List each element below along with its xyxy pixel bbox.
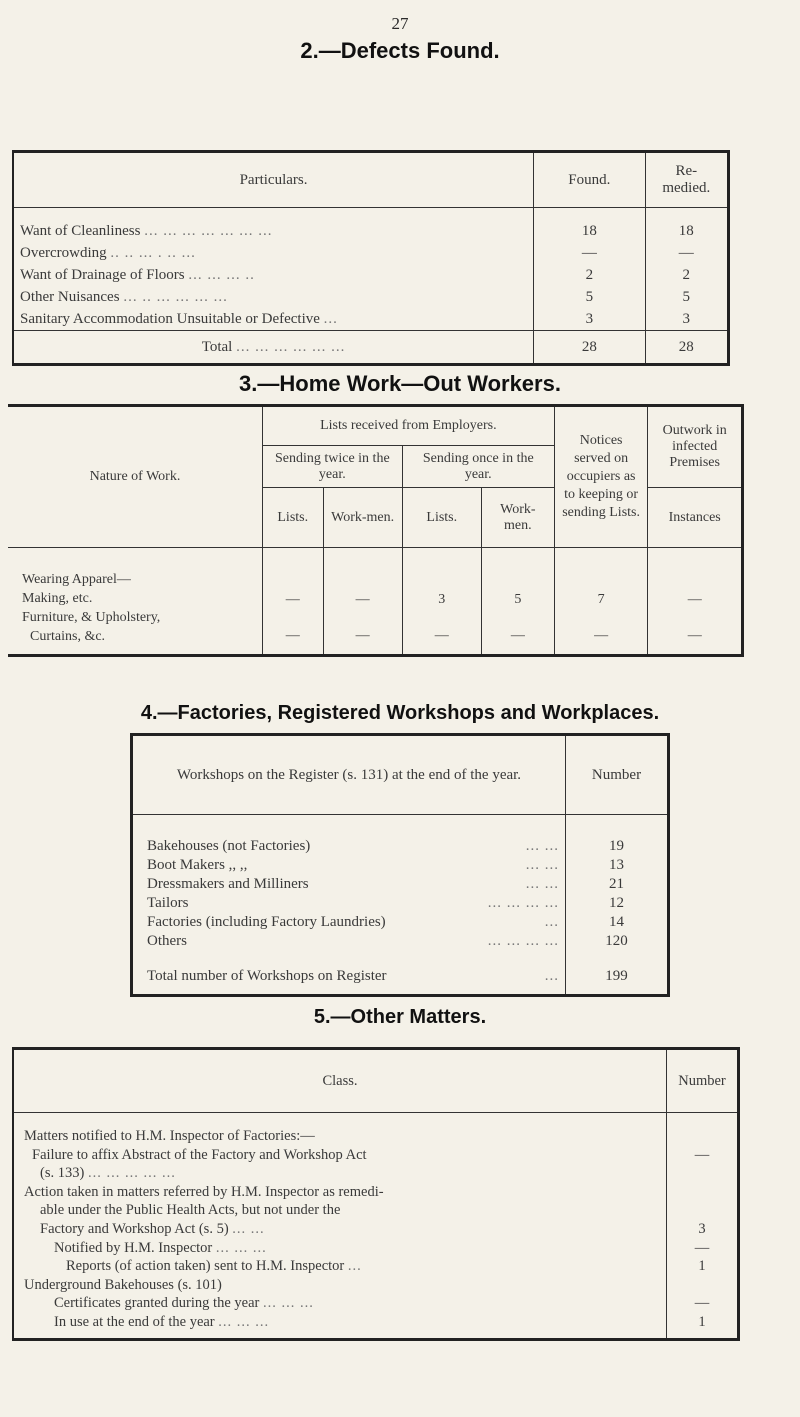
- total-remedied: 28: [645, 331, 728, 365]
- nature-header: Nature of Work.: [8, 406, 262, 548]
- table-row: Other Nuisances ... .. ... ... ... ...: [20, 289, 228, 305]
- section2-heading: 2.—Defects Found.: [300, 38, 500, 63]
- class-header: Class.: [13, 1049, 667, 1113]
- found-header: Found.: [534, 152, 645, 208]
- number-header: Number: [667, 1049, 739, 1113]
- particulars-header: Particulars.: [13, 152, 534, 208]
- table-row: Furniture, & Upholstery, Curtains, &c. — — — — — —: [8, 608, 743, 656]
- other-matters-table: [12, 1047, 740, 1341]
- workshops-header: Workshops on the Register (s. 131) at the end of the year.: [132, 735, 566, 815]
- twice-workmen-header: Work-men.: [323, 488, 402, 548]
- sending-twice-header: Sending twice in the year.: [262, 446, 402, 488]
- table-row: Want of Drainage of Floors ... ... ... ..: [20, 267, 255, 283]
- table-row: Wearing Apparel— Making, etc. — — 3 5 7 —: [8, 548, 743, 608]
- table-row: Boot Makers ,, ,, ... ...: [147, 857, 559, 873]
- number-header: Number: [566, 735, 669, 815]
- table-row: Bakehouses (not Factories) ... ...: [147, 838, 559, 854]
- other-matters-numbers: — 3 — 1 — 1: [694, 1146, 710, 1330]
- twice-lists-header: Lists.: [262, 488, 323, 548]
- total-found: 28: [534, 331, 645, 365]
- table-row: Sanitary Accommodation Unsuitable or Defective ...: [20, 311, 338, 327]
- defects-labels: [13, 208, 534, 331]
- defects-found-table: [12, 150, 730, 366]
- notices-header: Notices served on occupiers as to keeping or sending Lists.: [554, 406, 648, 548]
- workshops-table: [130, 733, 670, 997]
- once-workmen-header: Work-men.: [481, 488, 554, 548]
- once-lists-header: Lists.: [402, 488, 481, 548]
- table-row: Dressmakers and Milliners ... ...: [147, 876, 559, 892]
- home-work-table: [8, 404, 744, 657]
- lists-received-header: Lists received from Employers.: [262, 406, 554, 446]
- page-number: 27: [391, 14, 409, 33]
- instances-header: Instances: [648, 488, 743, 548]
- table-row: Factories (including Factory Laundries) ...: [147, 914, 559, 930]
- workshops-labels: [132, 815, 566, 996]
- table-row: Overcrowding .. .. ... . .. ...: [20, 245, 196, 261]
- section4-heading: 4.—Factories, Registered Workshops and Workplaces.: [140, 702, 660, 724]
- table-row: Others ... ... ... ...: [147, 933, 559, 949]
- table-row: Want of Cleanliness ... ... ... ... ... ... ...: [20, 223, 273, 239]
- other-matters-labels: Matters notified to H.M. Inspector of Factories:— Failure to affix Abstract of the Factory and Workshop Act (s. 133) ... ... ... ... ... Action taken in matters referred by H.M. Inspector as remedi- able under the Public Health Acts, but not under the Factory and Workshop Act (s. 5) ... ... Notified by H.M. Inspector ... ... ... Reports (of action taken) sent to H.M. Inspector ... Underground Bakehouses (s. 101) Certificates granted during the year ... ... ... In use at the end of the year ... ... ...: [13, 1113, 667, 1340]
- table-row: Tailors ... ... ... ...: [147, 895, 559, 911]
- section3-heading: 3.—Home Work—Out Workers.: [239, 371, 561, 396]
- sending-once-header: Sending once in the year.: [402, 446, 554, 488]
- section5-heading: 5.—Other Matters.: [313, 1006, 487, 1028]
- total-row: Total number of Workshops on Register ...: [147, 968, 559, 984]
- remedied-header: Re-medied.: [645, 152, 728, 208]
- remedied-values: 18 — 2 5 3: [678, 223, 694, 327]
- found-values: 18 — 2 5 3: [534, 208, 645, 331]
- total-row-label: Total ... ... ... ... ... ...: [13, 331, 534, 365]
- workshops-numbers: 19 13 21 12 14 120 199: [605, 838, 628, 984]
- outwork-header: Outwork in infected Premises: [648, 406, 743, 488]
